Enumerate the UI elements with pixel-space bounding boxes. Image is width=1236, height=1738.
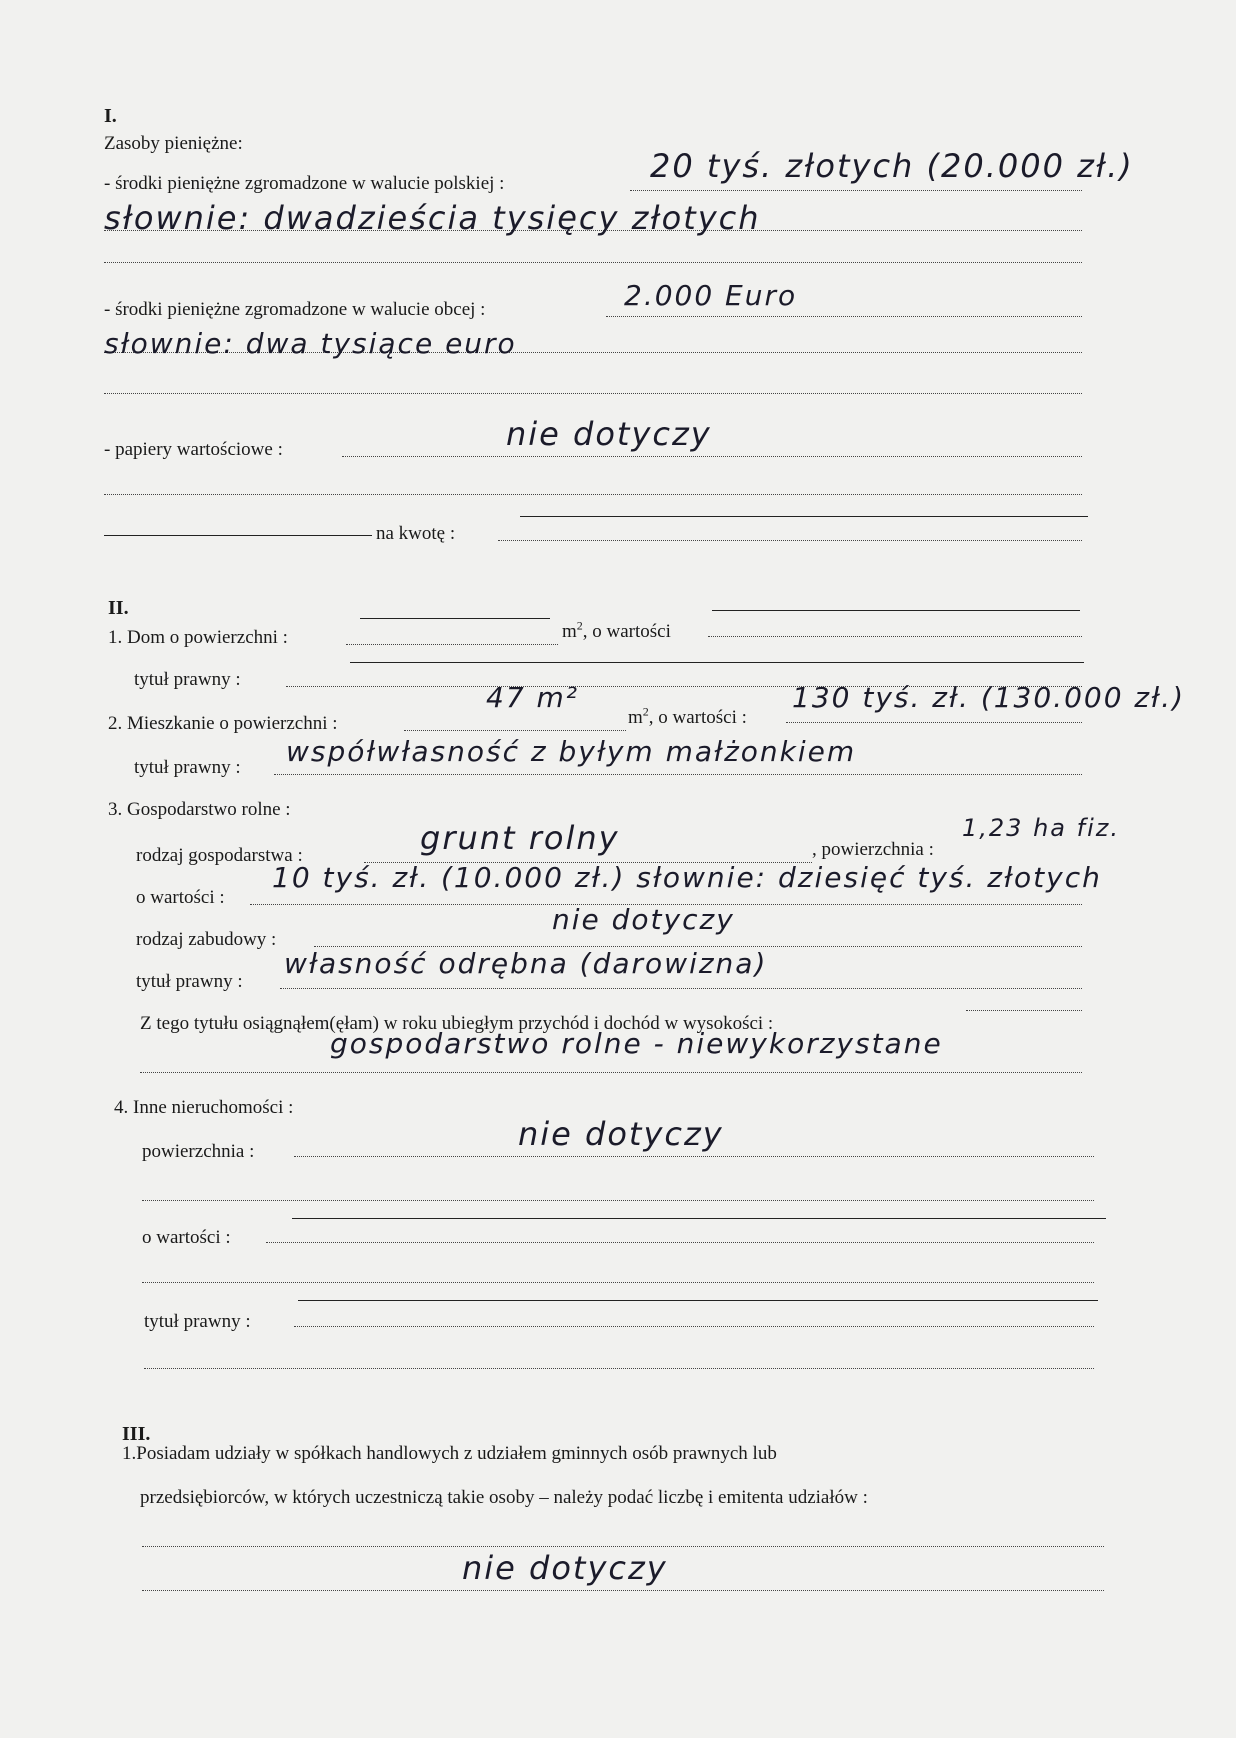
house-unit: $m^2$, o wartości (562, 618, 671, 642)
farm-type-label: rodzaj gospodarstwa : (136, 845, 303, 866)
foreign-funds-label: - środki pieniężne zgromadzone w walucie obcej : (104, 299, 486, 320)
farm-title-line (280, 988, 1082, 989)
flat-title-value: współwłasność z byłym małżonkiem (286, 735, 857, 768)
farm-build-label: rodzaj zabudowy : (136, 929, 277, 950)
blank-line (142, 1200, 1094, 1201)
flat-value: 130 tyś. zł. (130.000 zł.) (792, 681, 1185, 714)
shares-line-2 (142, 1590, 1104, 1591)
flat-area-line (404, 730, 626, 731)
pln-funds-line (630, 190, 1082, 191)
farm-area-label: , powierzchnia : (812, 839, 934, 860)
flat-area-value: 47 m² (486, 681, 580, 714)
farm-income-label: Z tego tytułu osiągnąłem(ęłam) w roku ubiegłym przychód i dochód w wysokości : (140, 1013, 774, 1034)
farm-area-value: 1,23 ha fiz. (962, 814, 1120, 842)
foreign-funds-words: słownie: dwa tysiące euro (104, 327, 517, 360)
blank-line (104, 393, 1082, 394)
amount-label: na kwotę : (376, 523, 456, 544)
pln-funds-label: - środki pieniężne zgromadzone w walucie polskiej : (104, 173, 505, 194)
house-area-line (346, 644, 558, 645)
section-2-heading: II. (108, 597, 129, 619)
shares-line-2: przedsiębiorców, w których uczestniczą takie osoby – należy podać liczbę i emitenta udziałów : (140, 1487, 868, 1508)
section-1-title: Zasoby pieniężne: (104, 133, 243, 154)
farm-label: 3. Gospodarstwo rolne : (108, 799, 291, 820)
flat-title-line (274, 774, 1082, 775)
farm-worth-value: 10 tyś. zł. (10.000 zł.) słownie: dziesięć tyś. złotych (272, 861, 1102, 894)
blank-line (104, 494, 1082, 495)
section-1-heading: I. (104, 105, 117, 127)
amount-line (498, 540, 1082, 541)
farm-income-value: gospodarstwo rolne - niewykorzystane (330, 1027, 943, 1060)
flat-label: 2. Mieszkanie o powierzchni : (108, 713, 338, 734)
blank-line (144, 1368, 1094, 1369)
farm-income-line-2 (140, 1072, 1082, 1073)
other-area-value: nie dotyczy (518, 1115, 724, 1153)
farm-income-line (966, 1010, 1082, 1011)
strike-line (350, 662, 1084, 663)
other-value-label: o wartości : (142, 1227, 231, 1248)
farm-title-value: własność odrębna (darowizna) (284, 947, 768, 980)
shares-line (142, 1546, 1104, 1547)
farm-type-value: grunt rolny (420, 819, 620, 857)
strike-line (292, 1218, 1106, 1219)
house-label: 1. Dom o powierzchni : (108, 627, 288, 648)
pln-funds-value: 20 tyś. złotych (20.000 zł.) (650, 147, 1134, 185)
strike-line (360, 618, 550, 619)
foreign-funds-value: 2.000 Euro (624, 279, 798, 312)
other-title-label: tytuł prawny : (144, 1311, 251, 1332)
foreign-funds-line (606, 316, 1082, 317)
other-value-line (266, 1242, 1094, 1243)
shares-line-1: 1.Posiadam udziały w spółkach handlowych z udziałem gminnych osób prawnych lub (122, 1443, 777, 1464)
shares-value: nie dotyczy (462, 1549, 668, 1587)
securities-value: nie dotyczy (506, 415, 712, 453)
strike-line (520, 516, 1088, 517)
flat-unit: $m^2$, o wartości : (628, 704, 747, 728)
strike-line (298, 1300, 1098, 1301)
house-value-line (708, 636, 1082, 637)
blank-line (142, 1282, 1094, 1283)
farm-worth-label: o wartości : (136, 887, 225, 908)
flat-value-line (786, 722, 1082, 723)
farm-build-value: nie dotyczy (552, 903, 735, 936)
flat-title-label: tytuł prawny : (134, 757, 241, 778)
other-property-label: 4. Inne nieruchomości : (114, 1097, 294, 1118)
strike-line (104, 535, 372, 536)
pln-funds-words: słownie: dwadzieścia tysięcy złotych (104, 199, 761, 237)
section-3-heading: III. (122, 1423, 151, 1445)
securities-line (342, 456, 1082, 457)
strike-line (712, 610, 1080, 611)
house-title-label: tytuł prawny : (134, 669, 241, 690)
farm-title-label: tytuł prawny : (136, 971, 243, 992)
other-area-label: powierzchnia : (142, 1141, 255, 1162)
other-title-line (294, 1326, 1094, 1327)
blank-line (104, 262, 1082, 263)
securities-label: - papiery wartościowe : (104, 439, 283, 460)
other-area-line (294, 1156, 1094, 1157)
